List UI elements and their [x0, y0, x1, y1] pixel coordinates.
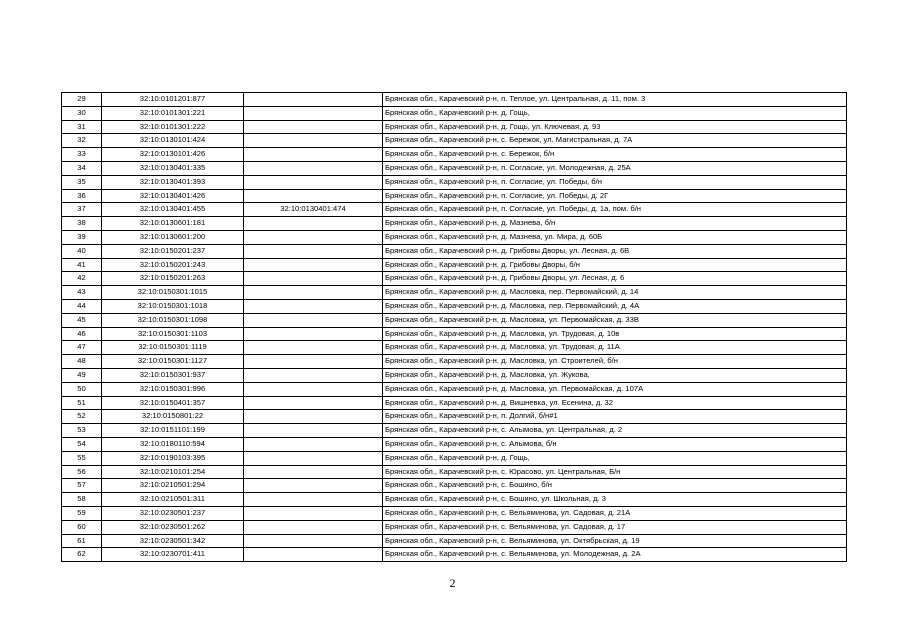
- cadastral-number-cell: 32:10:0210101:254: [102, 465, 244, 479]
- table-row: [62, 313, 847, 327]
- cadastral-number-cell: 32:10:0150201:237: [102, 244, 244, 258]
- related-cadastral-number-cell: [244, 368, 383, 382]
- cadastral-number-cell: 32:10:0101201:877: [102, 93, 244, 107]
- row-number-cell: 56: [62, 465, 102, 479]
- address-cell: Брянская обл., Карачевский р-н, с. Юрасово, ул. Центральная, Б/н: [383, 465, 847, 479]
- cadastral-number-cell: 32:10:0190103:395: [102, 451, 244, 465]
- cadastral-number-cell: 32:10:0130401:335: [102, 161, 244, 175]
- cadastral-number-cell: 32:10:0150201:263: [102, 272, 244, 286]
- address-cell: Брянская обл., Карачевский р-н, с. Алымова, б/н: [383, 437, 847, 451]
- cadastral-number-cell: 32:10:0150301:937: [102, 368, 244, 382]
- address-cell: Брянская обл., Карачевский р-н, с. Вельяминова, ул. Садовая, д. 21А: [383, 506, 847, 520]
- table-row: [62, 93, 847, 107]
- cadastral-number-cell: 32:10:0150801:22: [102, 410, 244, 424]
- row-number-cell: 35: [62, 175, 102, 189]
- address-cell: Брянская обл., Карачевский р-н, п. Теплое, ул. Центральная, д. 11, пом. 3: [383, 93, 847, 107]
- address-cell: Брянская обл., Карачевский р-н, д. Масловка, пер. Первомайский, д. 4А: [383, 299, 847, 313]
- table-row: [62, 548, 847, 562]
- cadastral-number-cell: 32:10:0150301:996: [102, 382, 244, 396]
- address-cell: Брянская обл., Карачевский р-н, д. Масловка, ул. Жукова,: [383, 368, 847, 382]
- address-cell: Брянская обл., Карачевский р-н, с. Бережок, ул. Магистральная, д. 7А: [383, 134, 847, 148]
- cadastral-number-cell: 32:10:0150401:357: [102, 396, 244, 410]
- address-cell: Брянская обл., Карачевский р-н, д. Масловка, ул. Трудовая, д. 10в: [383, 327, 847, 341]
- address-cell: Брянская обл., Карачевский р-н, с. Бошино, ул. Школьная, д. 3: [383, 493, 847, 507]
- cadastral-number-cell: 32:10:0230701:411: [102, 548, 244, 562]
- row-number-cell: 52: [62, 410, 102, 424]
- table-row: [62, 134, 847, 148]
- cadastral-number-cell: 32:10:0130401:455: [102, 203, 244, 217]
- table-row: [62, 506, 847, 520]
- row-number-cell: 54: [62, 437, 102, 451]
- row-number-cell: 47: [62, 341, 102, 355]
- page-number: 2: [449, 576, 456, 590]
- table-row: [62, 355, 847, 369]
- address-cell: Брянская обл., Карачевский р-н, с. Бережок, б/н: [383, 148, 847, 162]
- related-cadastral-number-cell: [244, 548, 383, 562]
- cadastral-number-cell: 32:10:0130401:426: [102, 189, 244, 203]
- table-row: [62, 465, 847, 479]
- related-cadastral-number-cell: [244, 451, 383, 465]
- related-cadastral-number-cell: [244, 244, 383, 258]
- cadastral-number-cell: 32:10:0150301:1103: [102, 327, 244, 341]
- related-cadastral-number-cell: [244, 217, 383, 231]
- table-row: [62, 286, 847, 300]
- row-number-cell: 30: [62, 106, 102, 120]
- table-row: [62, 479, 847, 493]
- address-cell: Брянская обл., Карачевский р-н, с. Бошино, б/н: [383, 479, 847, 493]
- cadastral-number-cell: 32:10:0130101:426: [102, 148, 244, 162]
- row-number-cell: 41: [62, 258, 102, 272]
- row-number-cell: 61: [62, 534, 102, 548]
- table-row: [62, 258, 847, 272]
- related-cadastral-number-cell: [244, 479, 383, 493]
- table-row: [62, 148, 847, 162]
- related-cadastral-number-cell: [244, 520, 383, 534]
- address-cell: Брянская обл., Карачевский р-н, с. Алымова, ул. Центральная, д. 2: [383, 424, 847, 438]
- row-number-cell: 62: [62, 548, 102, 562]
- table-row: [62, 244, 847, 258]
- related-cadastral-number-cell: [244, 189, 383, 203]
- table-row: [62, 410, 847, 424]
- table-row: [62, 327, 847, 341]
- cadastral-number-cell: 32:10:0150201:243: [102, 258, 244, 272]
- table-row: [62, 230, 847, 244]
- address-cell: Брянская обл., Карачевский р-н, п. Согласие, ул. Победы, д. 1а, пом. б/н: [383, 203, 847, 217]
- address-cell: Брянская обл., Карачевский р-н, д. Масловка, пер. Первомайский, д. 14: [383, 286, 847, 300]
- table-body: [62, 93, 847, 562]
- table-row: [62, 161, 847, 175]
- table-row: [62, 203, 847, 217]
- table-row: [62, 189, 847, 203]
- table-row: [62, 299, 847, 313]
- row-number-cell: 43: [62, 286, 102, 300]
- row-number-cell: 37: [62, 203, 102, 217]
- row-number-cell: 38: [62, 217, 102, 231]
- cadastral-number-cell: 32:10:0150301:1018: [102, 299, 244, 313]
- related-cadastral-number-cell: [244, 506, 383, 520]
- table-row: [62, 396, 847, 410]
- row-number-cell: 33: [62, 148, 102, 162]
- address-cell: Брянская обл., Карачевский р-н, д. Грибовы Дворы, ул. Лесная, д. 6: [383, 272, 847, 286]
- related-cadastral-number-cell: [244, 272, 383, 286]
- address-cell: Брянская обл., Карачевский р-н, д. Масловка, ул. Строителей, б/н: [383, 355, 847, 369]
- address-cell: Брянская обл., Карачевский р-н, д. Мазнева, б/н: [383, 217, 847, 231]
- row-number-cell: 53: [62, 424, 102, 438]
- related-cadastral-number-cell: [244, 106, 383, 120]
- row-number-cell: 34: [62, 161, 102, 175]
- cadastral-number-cell: 32:10:0150301:1127: [102, 355, 244, 369]
- related-cadastral-number-cell: [244, 424, 383, 438]
- related-cadastral-number-cell: [244, 355, 383, 369]
- address-cell: Брянская обл., Карачевский р-н, д. Масловка, ул. Трудовая, д. 11А: [383, 341, 847, 355]
- address-cell: Брянская обл., Карачевский р-н, д. Вишневка, ул. Есенина, д. 32: [383, 396, 847, 410]
- table-row: [62, 437, 847, 451]
- address-cell: Брянская обл., Карачевский р-н, с. Вельяминова, ул. Молодежная, д. 2А: [383, 548, 847, 562]
- related-cadastral-number-cell: [244, 93, 383, 107]
- row-number-cell: 29: [62, 93, 102, 107]
- table-row: [62, 382, 847, 396]
- address-cell: Брянская обл., Карачевский р-н, п. Согласие, ул. Молодежная, д. 25А: [383, 161, 847, 175]
- address-cell: Брянская обл., Карачевский р-н, д. Грибовы Дворы, б/н: [383, 258, 847, 272]
- related-cadastral-number-cell: [244, 327, 383, 341]
- address-cell: Брянская обл., Карачевский р-н, с. Вельяминова, ул. Садовая, д. 17: [383, 520, 847, 534]
- row-number-cell: 57: [62, 479, 102, 493]
- table-row: [62, 175, 847, 189]
- row-number-cell: 55: [62, 451, 102, 465]
- related-cadastral-number-cell: [244, 175, 383, 189]
- related-cadastral-number-cell: [244, 396, 383, 410]
- table-row: [62, 520, 847, 534]
- cadastral-number-cell: 32:10:0150301:1015: [102, 286, 244, 300]
- related-cadastral-number-cell: [244, 258, 383, 272]
- cadastral-number-cell: 32:10:0130101:424: [102, 134, 244, 148]
- cadastral-number-cell: 32:10:0180110:594: [102, 437, 244, 451]
- address-cell: Брянская обл., Карачевский р-н, д. Гощь,: [383, 106, 847, 120]
- related-cadastral-number-cell: [244, 465, 383, 479]
- cadastral-number-cell: 32:10:0101301:221: [102, 106, 244, 120]
- row-number-cell: 40: [62, 244, 102, 258]
- related-cadastral-number-cell: [244, 534, 383, 548]
- related-cadastral-number-cell: [244, 437, 383, 451]
- cadastral-number-cell: 32:10:0151101:199: [102, 424, 244, 438]
- table-row: [62, 341, 847, 355]
- property-table: [61, 92, 847, 562]
- related-cadastral-number-cell: [244, 313, 383, 327]
- related-cadastral-number-cell: [244, 286, 383, 300]
- row-number-cell: 59: [62, 506, 102, 520]
- related-cadastral-number-cell: [244, 120, 383, 134]
- related-cadastral-number-cell: [244, 148, 383, 162]
- cadastral-number-cell: 32:10:0130601:181: [102, 217, 244, 231]
- row-number-cell: 50: [62, 382, 102, 396]
- cadastral-number-cell: 32:10:0210501:311: [102, 493, 244, 507]
- address-cell: Брянская обл., Карачевский р-н, д. Мазнева, ул. Мира, д. 60Б: [383, 230, 847, 244]
- table-row: [62, 272, 847, 286]
- row-number-cell: 48: [62, 355, 102, 369]
- related-cadastral-number-cell: [244, 230, 383, 244]
- address-cell: Брянская обл., Карачевский р-н, д. Масловка, ул. Первомайская, д. 33В: [383, 313, 847, 327]
- table-row: [62, 534, 847, 548]
- cadastral-number-cell: 32:10:0130401:393: [102, 175, 244, 189]
- cadastral-number-cell: 32:10:0150301:1119: [102, 341, 244, 355]
- table-row: [62, 120, 847, 134]
- row-number-cell: 45: [62, 313, 102, 327]
- row-number-cell: 46: [62, 327, 102, 341]
- table-row: [62, 217, 847, 231]
- row-number-cell: 44: [62, 299, 102, 313]
- related-cadastral-number-cell: [244, 341, 383, 355]
- row-number-cell: 49: [62, 368, 102, 382]
- cadastral-number-cell: 32:10:0230501:237: [102, 506, 244, 520]
- cadastral-number-cell: 32:10:0210501:294: [102, 479, 244, 493]
- table-row: [62, 424, 847, 438]
- cadastral-number-cell: 32:10:0101301:222: [102, 120, 244, 134]
- address-cell: Брянская обл., Карачевский р-н, с. Вельяминова, ул. Октябрьская, д. 19: [383, 534, 847, 548]
- row-number-cell: 39: [62, 230, 102, 244]
- address-cell: Брянская обл., Карачевский р-н, д. Гощь,: [383, 451, 847, 465]
- address-cell: Брянская обл., Карачевский р-н, д. Грибовы Дворы, ул. Лесная, д. 6В: [383, 244, 847, 258]
- address-cell: Брянская обл., Карачевский р-н, п. Долгий, б/н#1: [383, 410, 847, 424]
- cadastral-number-cell: 32:10:0230501:342: [102, 534, 244, 548]
- address-cell: Брянская обл., Карачевский р-н, п. Согласие, ул. Победы, д. 2Г: [383, 189, 847, 203]
- related-cadastral-number-cell: [244, 410, 383, 424]
- row-number-cell: 58: [62, 493, 102, 507]
- cadastral-number-cell: 32:10:0130601:200: [102, 230, 244, 244]
- cadastral-number-cell: 32:10:0150301:1098: [102, 313, 244, 327]
- table-row: [62, 368, 847, 382]
- row-number-cell: 60: [62, 520, 102, 534]
- address-cell: Брянская обл., Карачевский р-н, д. Гощь, ул. Ключевая, д. 93: [383, 120, 847, 134]
- row-number-cell: 32: [62, 134, 102, 148]
- row-number-cell: 31: [62, 120, 102, 134]
- row-number-cell: 42: [62, 272, 102, 286]
- table-row: [62, 451, 847, 465]
- related-cadastral-number-cell: [244, 299, 383, 313]
- related-cadastral-number-cell: [244, 493, 383, 507]
- related-cadastral-number-cell: [244, 382, 383, 396]
- row-number-cell: 51: [62, 396, 102, 410]
- cadastral-number-cell: 32:10:0230501:262: [102, 520, 244, 534]
- related-cadastral-number-cell: 32:10:0130401:474: [244, 203, 383, 217]
- related-cadastral-number-cell: [244, 161, 383, 175]
- address-cell: Брянская обл., Карачевский р-н, п. Согласие, ул. Победы, б/н: [383, 175, 847, 189]
- row-number-cell: 36: [62, 189, 102, 203]
- table-row: [62, 493, 847, 507]
- related-cadastral-number-cell: [244, 134, 383, 148]
- address-cell: Брянская обл., Карачевский р-н, д. Масловка, ул. Первомайская, д. 107А: [383, 382, 847, 396]
- table-row: [62, 106, 847, 120]
